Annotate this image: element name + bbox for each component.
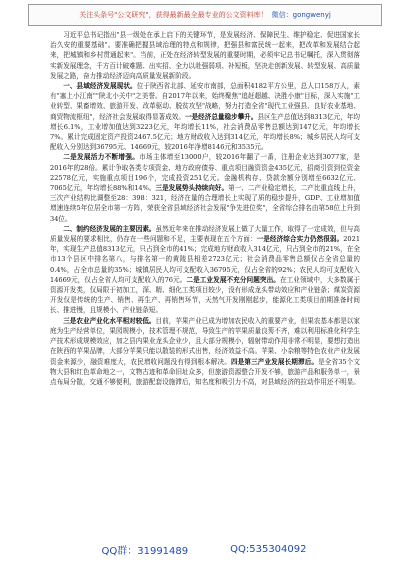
top-banner bbox=[28, 4, 382, 26]
paragraph-constraints bbox=[50, 224, 360, 316]
document-body bbox=[50, 30, 360, 533]
subheading-1: 一是经济总量稳步攀升。 bbox=[184, 112, 258, 121]
paragraph-vitality bbox=[50, 152, 360, 223]
subheading-5: 二是工业发展不充分问题突出。 bbox=[186, 275, 280, 284]
subheading-6: 三是农业产业化水平相对较低。 bbox=[63, 316, 156, 325]
paragraph-text: 位于陕西省北部、延安市南部，总面积4182平方公里，总人口158万人，素有"塞上小江南""陕北小关中"之美誉。自2017年以来，始终聚焦"追赶超越、决胜小康"目标，深入实施"工业转型、果畜增效、旅游开发、改革驱动、脱贫攻坚"战略，努力打造全省"现代工业强县、良好农业基地、商贸物流枢纽"，经济社会发展取得显著成效。 bbox=[50, 82, 360, 121]
subheading-3: 三是发展势头持续向好。 bbox=[155, 184, 229, 193]
subheading-4: 一是经济综合实力仍然很弱。 bbox=[256, 235, 344, 244]
paragraph-agriculture bbox=[50, 316, 360, 387]
paragraph-text: 目前，苹果产业已成为增加农民收入的重要产业，但果农基本都是以家庭为生产经营单位，果园规模小，技术管理不规范，导致生产的苹果质量良莠不齐，难以利用标准化科学生产技术形成规模效应，加之县内果业龙头企业少，且大部分规模小，辐射带动作用非常不明显，要想打造出在陕西的苹果品牌，大部分苹果只能以散装的形式出售，经济效益不高。苹果、小杂粮等特色农业产业发展资金来源少，融资难度大，农民增收问题没有得到根本解决。 bbox=[50, 316, 360, 366]
subheading-2: 二是发展活力不断增强。 bbox=[63, 153, 140, 162]
section-heading-1: 一、县域经济发展现状。 bbox=[63, 82, 137, 91]
paragraph-text: 县区生产总值达到8313亿元，年均增长6.1%，工业增加值达到3223亿元，年均增长11%，社会消费品零售总额达到147亿元，年均增长7%。累计完成固定资产投资2467.5亿元；地方财政收入达到314亿元，年均增长8%；城乡居民人均可支配收入分别达到36795元、14669元，较2016年净增8146元和3535元。 bbox=[50, 112, 360, 152]
subheading-7: 四是第三产业发展长期滞后。 bbox=[230, 357, 319, 366]
footer-contacts bbox=[0, 538, 408, 560]
paragraph-text: 是全省35个文物大县和红色革命地之一，文物古迹和革命旧址众多，但旅游资源整合开发不够，旅游产品和服务单一，景点布局分散，交通不够便利，旅游配套设施滞后，知名度和吸引力不高，对县域经济的拉动作用还不明显。 bbox=[50, 357, 360, 386]
paragraph-intro: 习近平总书记指出"县一级处在承上启下的关键环节，是发展经济、保障民生、维护稳定、促进国家长治久安的重要基础"。要准确把握县域治理的特点和规律，把强县和富民统一起来，把改革和发展结合起来，把城镇和乡村贯通起来"。当前，正处在经济转型发展的重要时期，必须牢记总书记嘱托，深入贯彻落实新发展理念，千方百计破难题、出实招、全力以赴强弱项、补短板，坚决走创新发展、转型发展、高质量发展之路，奋力推动经济迈向高质量发展新阶段。 bbox=[50, 31, 360, 80]
paragraph-current-status bbox=[50, 81, 360, 152]
footer-qq-group: QQ群：31991489 bbox=[101, 545, 189, 557]
paragraph-text: 市场主体增至13000户，较2016年翻了一番，注册企业达到3077家，是2016年的28倍。累计争取各类专项资金、地方政府债券、重点项目融资资金435亿元，招商引资到位资金22578亿元，实施重点项目196个，完成投资251亿元。金融机构存、贷款余额分别增至6632亿元、7065亿元，年均增长88%和14%。 bbox=[50, 153, 360, 193]
paragraph-text: 第一、二产业稳定增长，二产比重直线上升，三次产业结构比调整至28：398：321，经济在量的合理增长上实现了质的稳步提升，GDP、工业增加值增速连续5年位居全市第一方阵，荣获全省县域经济社会发展"争先进位奖"，全省综合排名由第58位上升到34位。 bbox=[50, 184, 360, 223]
banner-text: 关注头条号"公文研究"，获得最新最全最专业的公文资料库！ bbox=[79, 11, 268, 19]
section-heading-2: 二、制约经济发展的主要因素。 bbox=[63, 224, 156, 233]
footer-qq: QQ:535304092 bbox=[230, 543, 307, 555]
paragraph-text: 2021年，实现生产总值8313亿元，只占到全市的41%；完成地方财政收入314亿元，只占到全市的21%，在全市13个县区中排名第八，与排名第一的黄陵县相差2723亿元；社会消费品零售总额仅占全省总量的0.4%，占全市总量的35%；城镇居民人均可支配收入36795元，仅占全省的92%；农民人均可支配收入14669元，仅占全省人均可支配收入的76元。 bbox=[50, 235, 360, 284]
paragraph-text: 虽然近年来在推动经济发展上做了大量工作，取得了一定成效，但与高质量发展的要求相比，仍存在一些问题和不足，主要表现在五个方面： bbox=[50, 224, 360, 244]
banner-wechat: 微信：gongwenyj bbox=[271, 11, 331, 19]
paragraph-text: 在工业领域中，大多数属于资源开发类，仅局限于初加工，深、精、细化工类项目较少，没有形成龙头带动效应和产业链条；煤炭资源开发仅是传统的生产、销售、再生产、再销售环节，天然气开发刚刚起步，能源化工类项目前期准备时间长、推进慢，且规模小、产业链条短。 bbox=[50, 275, 360, 315]
